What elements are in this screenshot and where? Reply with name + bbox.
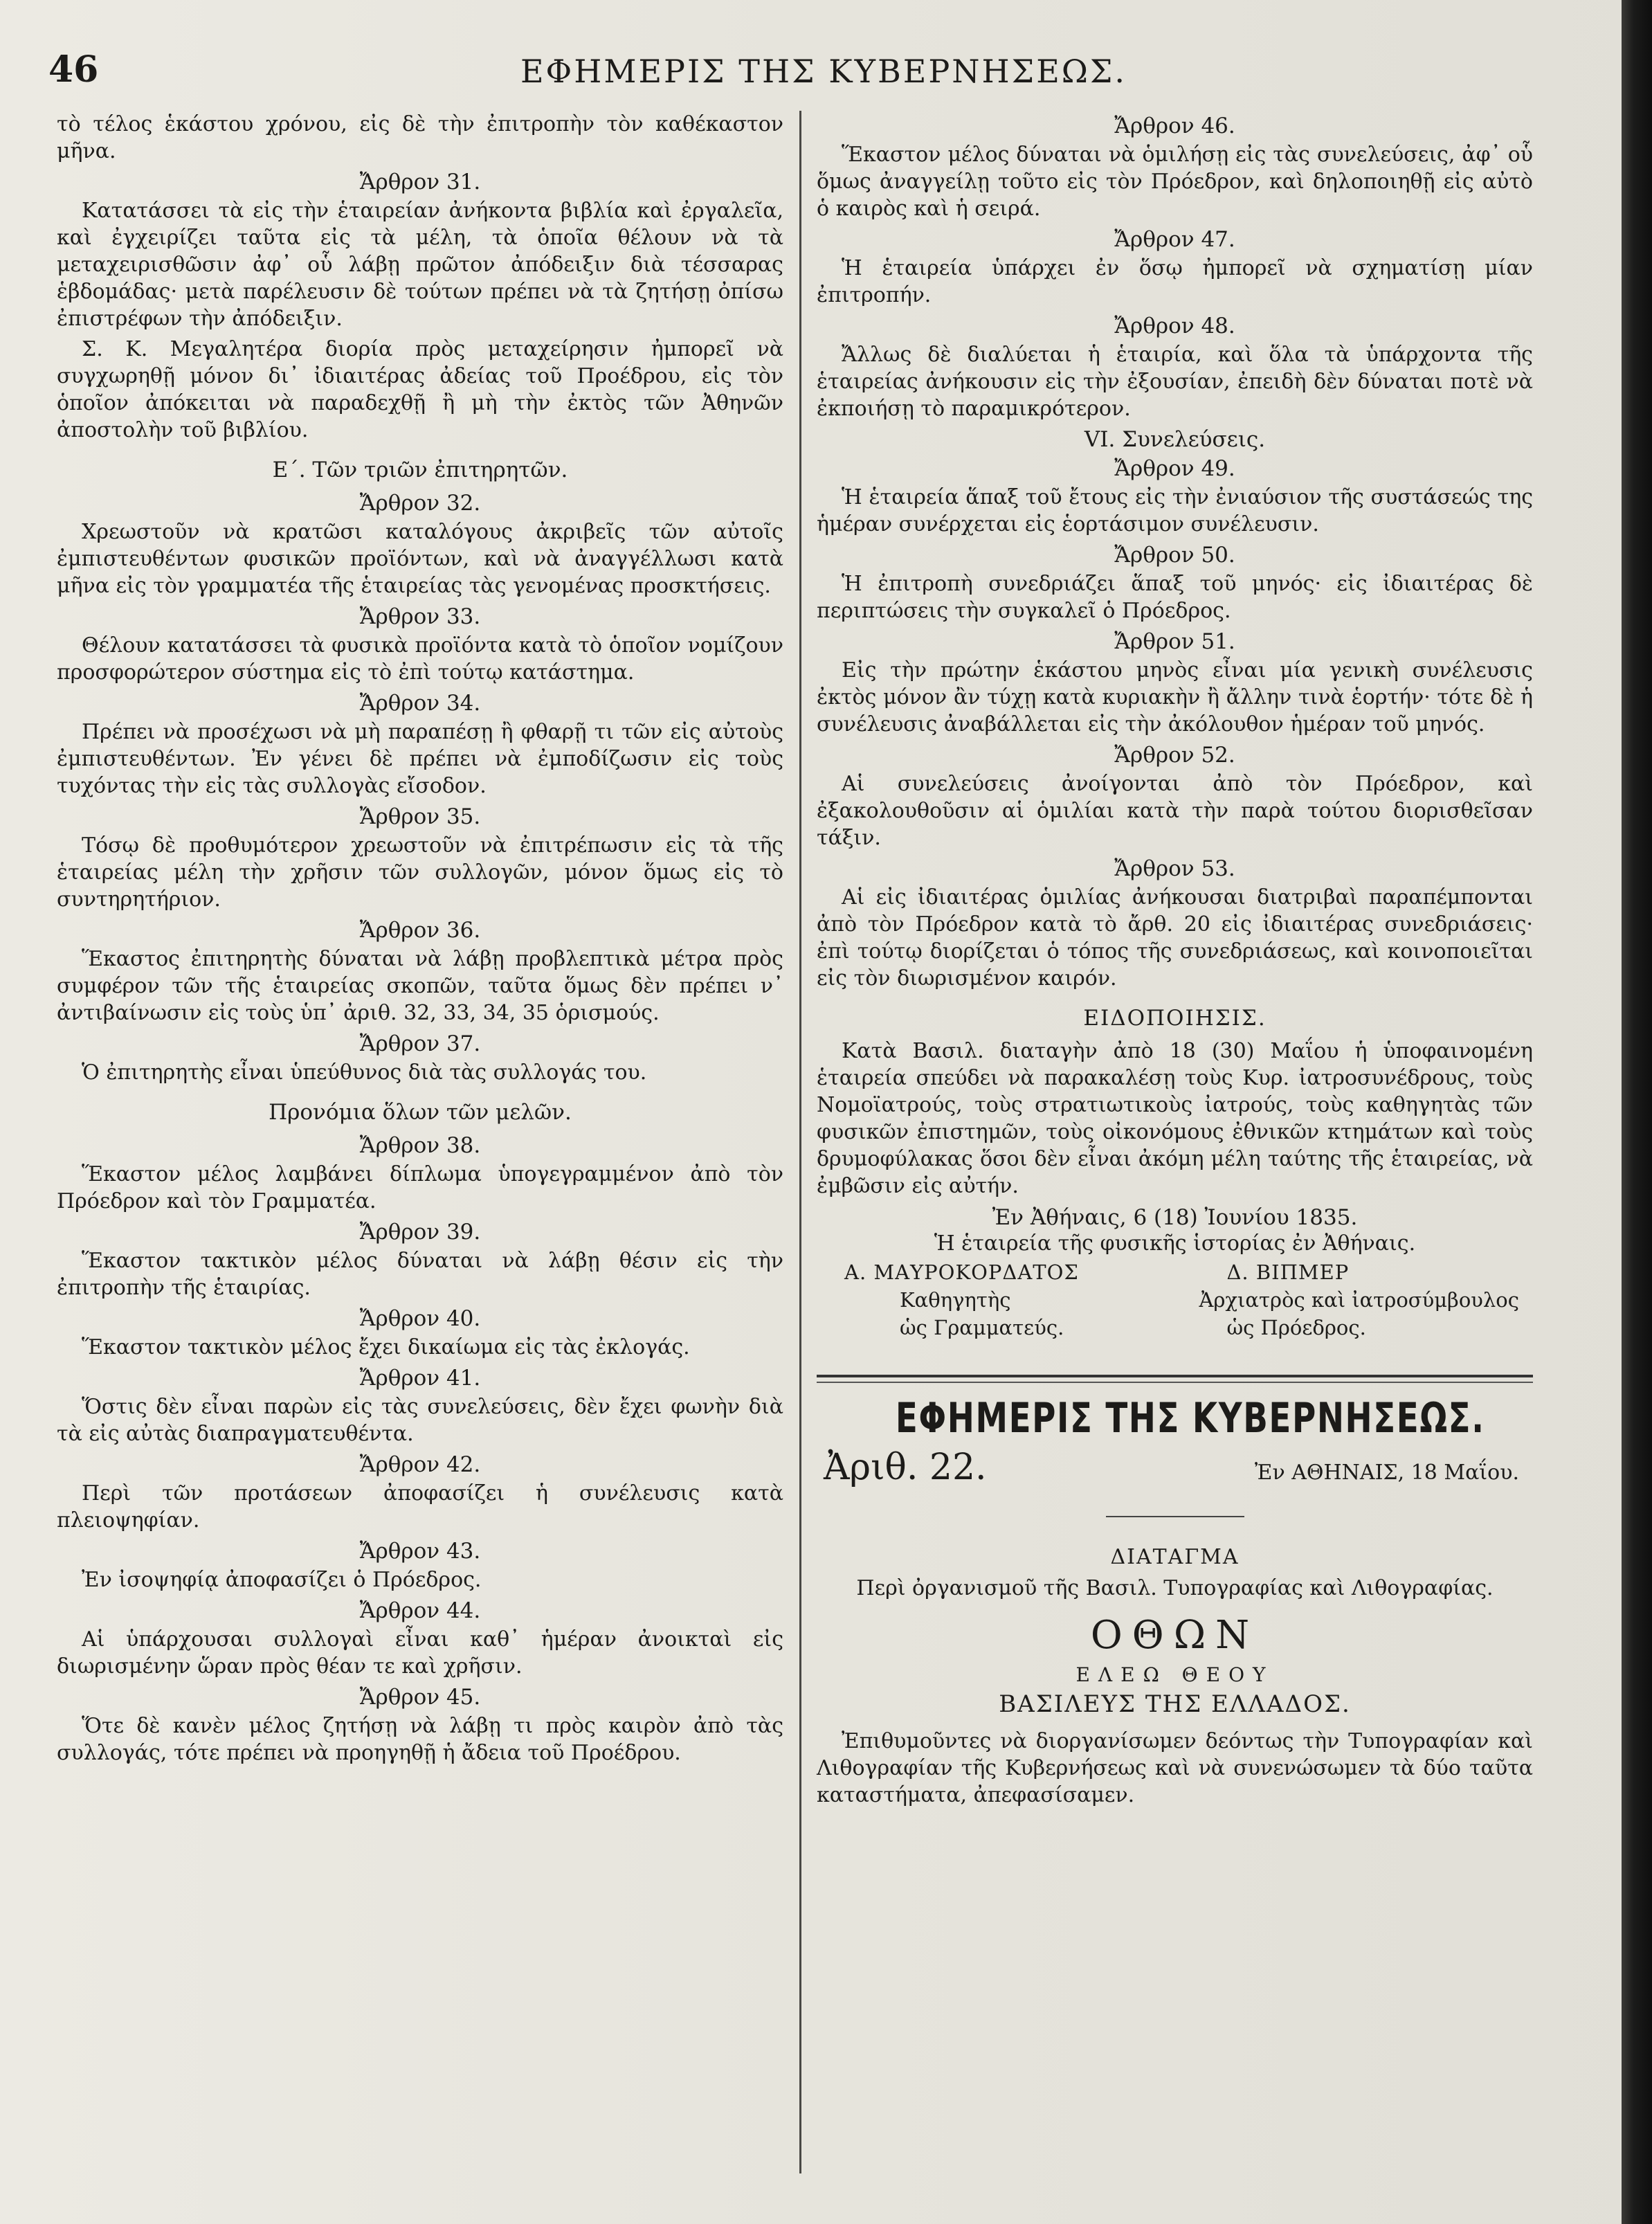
issue-date: Ἐν ΑΘΗΝΑΙΣ, 18 Μαΐου. [1254,1461,1519,1485]
signatory-name: Α. ΜΑΥΡΟΚΟΡΔΑΤΟΣ [844,1260,1079,1284]
article-paragraph: Κατὰ Βασιλ. διαταγὴν ἀπὸ 18 (30) Μαΐου ἡ ὑποφαινομένη ἑταιρεία σπεύδει νὰ παρακαλέσῃ τοὺς Κυρ. ἰατροσυνέδρους, τοὺς Νομοϊατρούς, τοὺς στρατιωτικοὺς ἰατρούς, τοὺς καθηγητὰς τῶν φυσικῶν ἐπιστημῶν, τοὺς οἰκονόμους ἐθνικῶν κτημάτων καὶ τοὺς δρυμοφύλακας ὅσοι δὲν εἶναι ἀκόμη μέλη ταύτης τῆς ἑταιρείας, νὰ ἐμβῶσιν εἰς αὐτήν. [817,1039,1533,1198]
article-paragraph: Ἕκαστον μέλος λαμβάνει δίπλωμα ὑπογεγραμμένον ἀπὸ τὸν Πρόεδρον καὶ τὸν Γραμματέα. [57,1162,783,1213]
article-paragraph: Θέλουν κατατάσσει τὰ φυσικὰ προϊόντα κατὰ τὸ ὁποῖον νομίζουν προσφορώτερον σύστημα εἰς τὸ ἐπὶ τούτῳ κατάστημα. [57,633,783,685]
section-heading: Προνόμια ὅλων τῶν μελῶν. [269,1100,572,1125]
article-paragraph: Αἱ ὑπάρχουσαι συλλογαὶ εἶναι καθ᾿ ἡμέραν ἀνοικταὶ εἰς διωρισμένην ὥραν πρὸς θέαν τε καὶ χρῆσιν. [57,1627,783,1679]
article-paragraph: Σ. Κ. Μεγαλητέρα διορία πρὸς μεταχείρησιν ἠμπορεῖ νὰ συγχωρηθῇ μόνον δι᾿ ἰδιαιτέρας ἀδείας τοῦ Προέδρου, εἰς τὸν ὁποῖον ἀπόκειται νὰ παραδεχθῇ ἢ μὴ τὴν ἐκτὸς τῶν Ἀθηνῶν ἀποστολὴν τοῦ βιβλίου. [57,337,783,442]
article-paragraph: Κατατάσσει τὰ εἰς τὴν ἑταιρείαν ἀνήκοντα βιβλία καὶ ἐργαλεῖα, καὶ ἐγχειρίζει ταῦτα εἰς τὰ μέλη, τὰ ὁποῖα θέλουν νὰ τὰ μεταχειρισθῶσιν ἀφ᾿ οὗ λάβῃ πρῶτον ἀπόδειξιν διὰ τέσσαρας ἑβδομάδας· μετὰ παρέλευσιν δὲ τούτων πρέπει νὰ τὰ ζητήσῃ ὀπίσω ἐπιστρέφων τὴν ἀπόδειξιν. [57,199,783,331]
issue-number: Ἀριθ. 22. [824,1447,987,1488]
right-column [817,111,1533,1812]
article-heading: Ἄρθρον 43. [359,1539,481,1564]
king-title: ΒΑΣΙΛΕΥΣ ΤΗΣ ΕΛΛΑΔΟΣ. [999,1690,1351,1718]
signature-president [1199,1258,1519,1341]
article-paragraph: Ἡ ἐπιτροπὴ συνεδριάζει ἅπαξ τοῦ μηνός· εἰς ἰδιαιτέρας δὲ περιπτώσεις τὴν συγκαλεῖ ὁ Πρόεδρος. [817,572,1533,623]
king-name: ΟΘΩΝ [1090,1613,1260,1658]
article-heading: Ἄρθρον 38. [359,1133,481,1158]
article-heading: Ἄρθρον 51. [1114,629,1235,654]
article-heading: Ἄρθρον 48. [1114,314,1235,338]
article-heading: Ἄρθρον 34. [359,691,481,716]
article-heading: Ἄρθρον 47. [1114,227,1235,252]
signature-organization: Ἡ ἑταιρεία τῆς φυσικῆς ἱστορίας ἐν Ἀθήναις. [934,1231,1416,1256]
divider-rule [1106,1516,1244,1517]
signature-block [817,1205,1533,1341]
article-heading: Ἄρθρον 31. [359,170,481,195]
signature-secretary [844,1258,1079,1341]
decree-preamble: Ἐπιθυμοῦντες νὰ διοργανίσωμεν δεόντως τὴν Τυπογραφίαν καὶ Λιθογραφίαν τῆς Κυβερνήσεως καὶ νὰ συνενώσωμεν τὰ δύο ταῦτα καταστήματα, ἀπεφασίσαμεν. [817,1729,1533,1807]
decree-subject: Περὶ ὀργανισμοῦ τῆς Βασιλ. Τυπογραφίας καὶ Λιθογραφίας. [856,1576,1494,1600]
article-heading: Ἄρθρον 37. [359,1031,481,1056]
signature-place-date: Ἐν Ἀθήναις, 6 (18) Ἰουνίου 1835. [992,1205,1358,1230]
signatory-role: ὡς Πρόεδρος. [1226,1316,1366,1339]
signatory-role: ὡς Γραμματεύς. [900,1316,1064,1339]
article-heading: Ἄρθρον 41. [359,1366,481,1391]
article-paragraph: Ἕκαστον τακτικὸν μέλος δύναται νὰ λάβῃ θέσιν εἰς τὴν ἐπιτροπὴν τῆς ἑταιρίας. [57,1249,783,1300]
article-heading: Ἄρθρον 33. [359,604,481,629]
article-paragraph: Ἕκαστον τακτικὸν μέλος ἔχει δικαίωμα εἰς τὰς ἐκλογάς. [82,1335,690,1359]
article-paragraph: Ἕκαστον μέλος δύναται νὰ ὁμιλήσῃ εἰς τὰς συνελεύσεις, ἀφ᾿ οὗ ὅμως ἀναγγείλῃ τοῦτο εἰς τὸν Πρόεδρον, καὶ δηλοποιηθῇ εἰς αὐτὸ ὁ καιρὸς καὶ ἡ σειρά. [817,143,1533,221]
article-paragraph: Ὅτε δὲ κανὲν μέλος ζητήσῃ νὰ λάβῃ τι πρὸς καιρὸν ἀπὸ τὰς συλλογάς, τότε πρέπει νὰ προηγηθῇ ἡ ἄδεια τοῦ Προέδρου. [57,1714,783,1765]
binding-edge [1622,0,1652,2224]
article-paragraph: Ἡ ἑταιρεία ὑπάρχει ἐν ὅσῳ ἠμπορεῖ νὰ σχηματίσῃ μίαν ἐπιτροπήν. [817,256,1533,307]
article-paragraph: Ἕκαστος ἐπιτηρητὴς δύναται νὰ λάβῃ προβλεπτικὰ μέτρα πρὸς συμφέρον τῶν τῆς ἑταιρείας σκοπῶν, ταῦτα ὅμως δὲν πρέπει ν᾿ ἀντιβαίνωσιν εἰς τοὺς ὑπ᾿ ἀριθ. 32, 33, 34, 35 ὁρισμούς. [57,947,783,1025]
article-heading: Ἄρθρον 36. [359,918,481,943]
decree-heading: ΔΙΑΤΑΓΜΑ [1110,1545,1240,1569]
article-paragraph: Ἐν ἰσοψηφίᾳ ἀποφασίζει ὁ Πρόεδρος. [82,1568,482,1592]
by-grace-of-god: ΕΛΕΩ ΘΕΟΥ [1075,1663,1274,1686]
right-column-articles [817,112,1533,1200]
article-heading: Ἄρθρον 44. [359,1598,481,1623]
signatory-name: Δ. ΒΙΠΜΕΡ [1226,1260,1350,1284]
section-heading: Ε΄. Τῶν τριῶν ἐπιτηρητῶν. [272,458,568,482]
issue-masthead: ΕΦΗΜΕΡΙΣ ΤΗΣ ΚΥΒΕΡΝΗΣΕΩΣ. [895,1394,1485,1443]
article-heading: Ἄρθρον 52. [1114,743,1235,768]
section-rule [817,1375,1533,1377]
article-paragraph: Περὶ τῶν προτάσεων ἀποφασίζει ἡ συνέλευσις κατὰ πλειοψηφίαν. [57,1481,783,1533]
running-title: ΕΦΗΜΕΡΙΣ ΤΗΣ ΚΥΒΕΡΝΗΣΕΩΣ. [520,53,1127,90]
article-heading: Ἄρθρον 32. [359,491,481,516]
article-paragraph: τὸ τέλος ἑκάστου χρόνου, εἰς δὲ τὴν ἐπιτροπὴν τὸν καθέκαστον μῆνα. [57,112,783,163]
section-rule [817,1382,1533,1383]
article-heading: Ἄρθρον 53. [1114,856,1235,881]
article-heading: Ἄρθρον 42. [359,1452,481,1477]
left-column [57,111,783,1770]
article-heading: VI. Συνελεύσεις. [1084,427,1266,452]
section-heading: ΕΙΔΟΠΟΙΗΣΙΣ. [1083,1006,1267,1031]
signatory-role: Ἀρχιατρὸς καὶ ἰατροσύμβουλος [1199,1288,1519,1312]
page-number: 46 [48,48,99,91]
article-paragraph: Ὁ ἐπιτηρητὴς εἶναι ὑπεύθυνος διὰ τὰς συλλογάς του. [82,1060,647,1085]
article-paragraph: Ὅστις δὲν εἶναι παρὼν εἰς τὰς συνελεύσεις, δὲν ἔχει φωνὴν διὰ τὰ εἰς αὐτὰς διαπραγματευθέντα. [57,1395,783,1446]
page-header [48,48,1599,97]
column-divider [799,111,801,2173]
article-heading: Ἄρθρον 40. [359,1306,481,1331]
article-heading: Ἄρθρον 50. [1114,543,1235,568]
article-paragraph: Αἱ συνελεύσεις ἀνοίγονται ἀπὸ τὸν Πρόεδρον, καὶ ἐξακολουθοῦσιν αἱ ὁμιλίαι κατὰ τὴν παρὰ τούτου διορισθεῖσαν τάξιν. [817,772,1533,850]
article-paragraph: Αἱ εἰς ἰδιαιτέρας ὁμιλίας ἀνήκουσαι διατριβαὶ παραπέμπονται ἀπὸ τὸν Πρόεδρον κατὰ τὸ ἄρθ. 20 εἰς ἰδιαιτέρας συνεδριάσεις· ἐπὶ τούτῳ διορίζεται ὁ τόπος τῆς συνεδριάσεως, καὶ κοινοποιεῖται εἰς τὸν διωρισμένον καιρόν. [817,885,1533,991]
article-heading: Ἄρθρον 49. [1114,456,1235,481]
article-heading: Ἄρθρον 35. [359,804,481,829]
article-paragraph: Πρέπει νὰ προσέχωσι νὰ μὴ παραπέσῃ ἢ φθαρῇ τι τῶν εἰς αὐτοὺς ἐμπιστευθέντων. Ἐν γένει δὲ πρέπει νὰ ἐμποδίζωσιν εἰς τοὺς τυχόντας τὴν εἰς τὰς συλλογὰς εἴσοδον. [57,720,783,798]
article-heading: Ἄρθρον 39. [359,1220,481,1245]
article-heading: Ἄρθρον 46. [1114,114,1235,138]
article-paragraph: Τόσῳ δὲ προθυμότερον χρεωστοῦν νὰ ἐπιτρέπωσιν εἰς τὰ τῆς ἑταιρείας μέλη τὴν χρῆσιν τῶν συλλογῶν, μόνον ὅμως εἰς τὸ συντηρητήριον. [57,833,783,912]
article-paragraph: Εἰς τὴν πρώτην ἑκάστου μηνὸς εἶναι μία γενικὴ συνέλευσις ἐκτὸς μόνον ἂν τύχῃ κατὰ κυριακὴν ἢ ἄλλην τινὰ ἑορτήν· τότε δὲ ἡ συνέλευσις ἀναβάλλεται εἰς τὴν ἀκόλουθον ἡμέραν τοῦ μηνός. [817,658,1533,736]
article-paragraph: Χρεωστοῦν νὰ κρατῶσι καταλόγους ἀκριβεῖς τῶν αὐτοῖς ἐμπιστευθέντων φυσικῶν προϊόντων, καὶ νὰ ἀναγγέλλωσι κατὰ μῆνα εἰς τὸν γραμματέα τῆς ἑταιρείας τὰς γενομένας προσκτήσεις. [57,520,783,598]
article-paragraph: Ἡ ἑταιρεία ἅπαξ τοῦ ἔτους εἰς τὴν ἐνιαύσιον τῆς συστάσεώς της ἡμέραν συνέρχεται εἰς ἑορτάσιμον συνέλευσιν. [817,485,1533,536]
new-issue-block [817,1394,1533,1809]
article-heading: Ἄρθρον 45. [359,1685,481,1710]
signatory-role: Καθηγητὴς [900,1288,1011,1312]
article-paragraph: Ἄλλως δὲ διαλύεται ἡ ἑταιρία, καὶ ὅλα τὰ ὑπάρχοντα τῆς ἑταιρείας ἀνήκουσιν εἰς τὴν ἐξουσίαν, ἐπειδὴ δὲν δύναται ποτὲ νὰ ἐκποιήσῃ τὸ παραμικρότερον. [817,343,1533,421]
